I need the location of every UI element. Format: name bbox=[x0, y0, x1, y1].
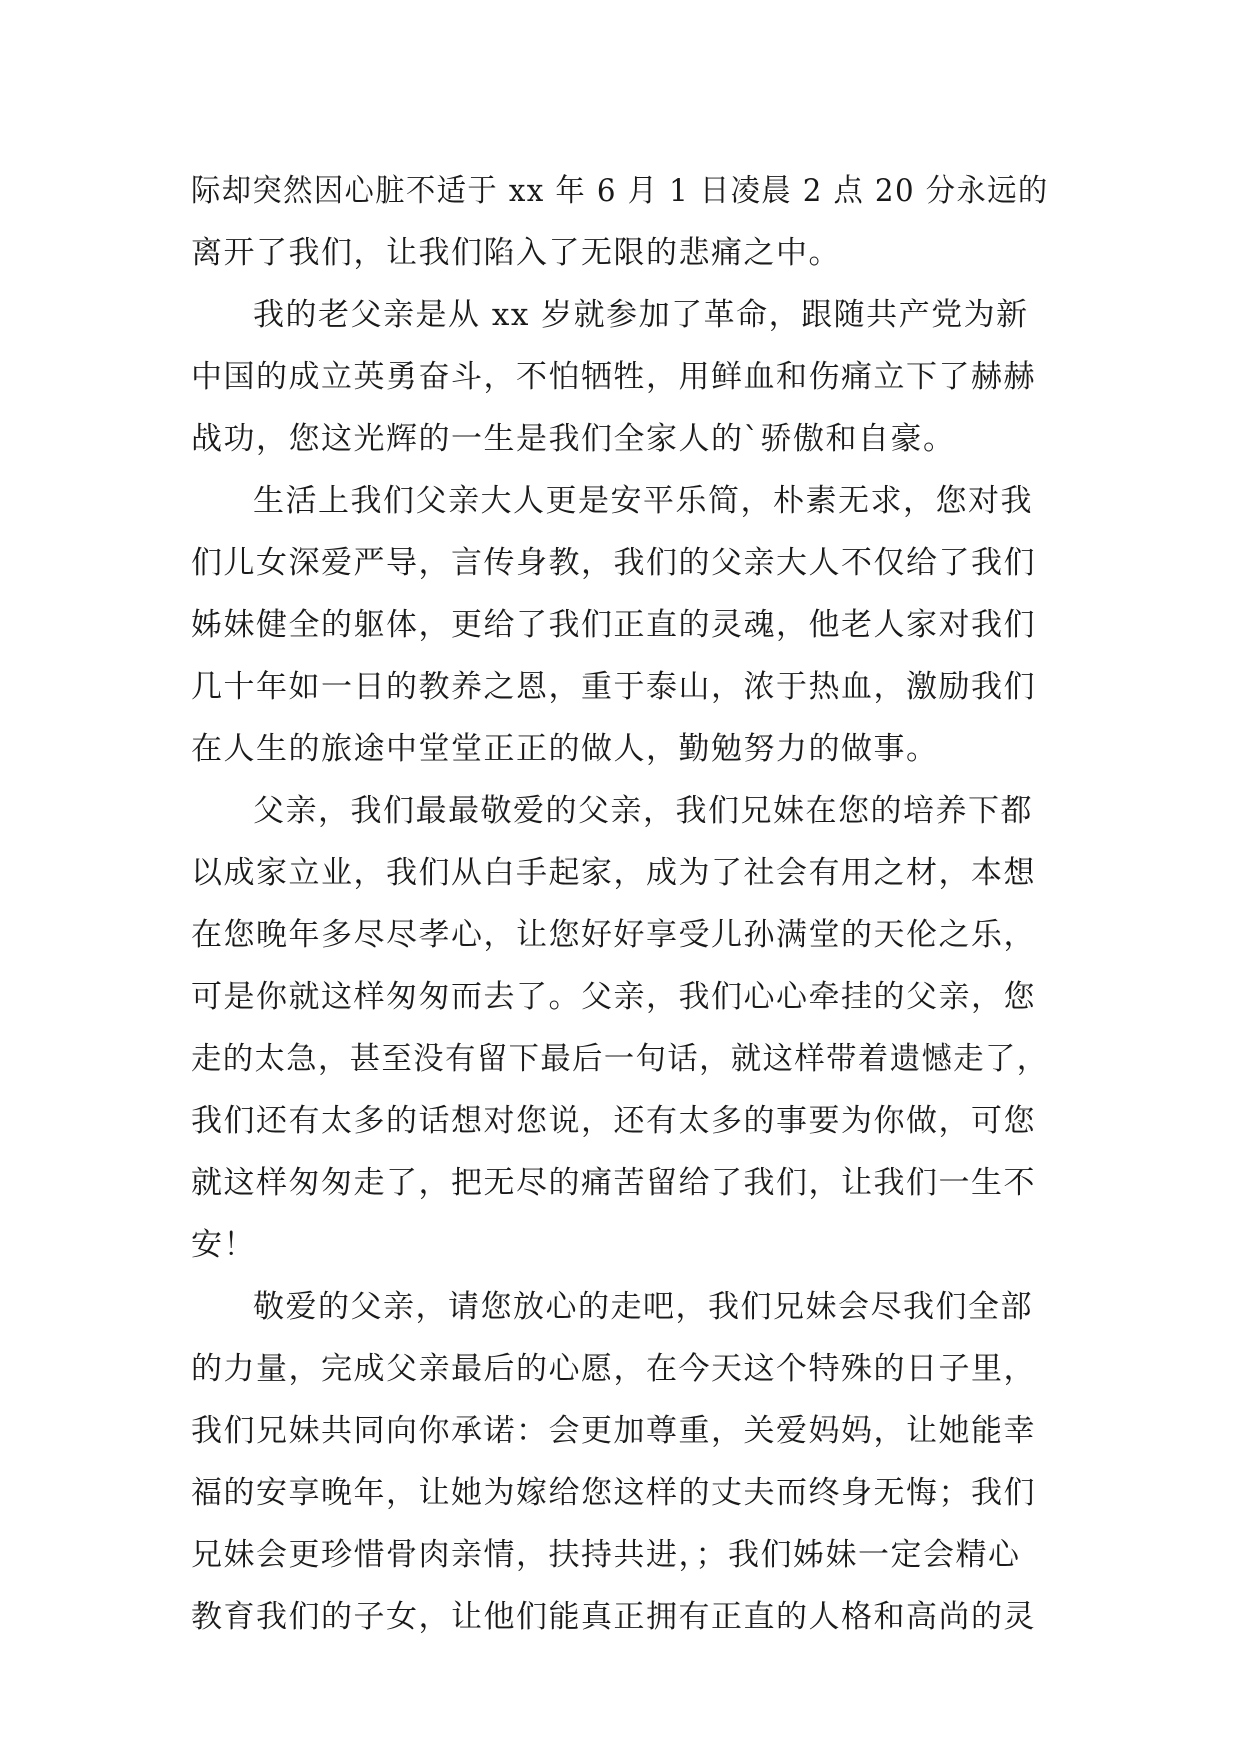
text-line: 离开了我们，让我们陷入了无限的悲痛之中。 bbox=[191, 235, 841, 271]
text-line: 就这样匆匆走了，把无尽的痛苦留给了我们，让我们一生不 bbox=[191, 1165, 1036, 1201]
text-line: 中国的成立英勇奋斗，不怕牺牲，用鲜血和伤痛立下了赫赫 bbox=[191, 359, 1036, 395]
text-line: 教育我们的子女，让他们能真正拥有正直的人格和高尚的灵 bbox=[191, 1599, 1036, 1635]
paragraph-2 bbox=[191, 284, 1049, 470]
text-line: 生活上我们父亲大人更是安平乐简，朴素无求，您对我 bbox=[253, 483, 1033, 519]
text-line: 兄妹会更珍惜骨肉亲情，扶持共进，；我们姊妹一定会精心 bbox=[191, 1537, 1021, 1573]
paragraph-3 bbox=[191, 470, 1049, 780]
text-line: 我们还有太多的话想对您说，还有太多的事要为你做，可您 bbox=[191, 1103, 1036, 1139]
text-line: 安！ bbox=[191, 1227, 256, 1263]
text-line: 们儿女深爱严导，言传身教，我们的父亲大人不仅给了我们 bbox=[191, 545, 1036, 581]
text-line: 敬爱的父亲，请您放心的走吧，我们兄妹会尽我们全部 bbox=[253, 1289, 1033, 1325]
text-line: 姊妹健全的躯体，更给了我们正直的灵魂，他老人家对我们 bbox=[191, 607, 1036, 643]
text-line: 我们兄妹共同向你承诺：会更加尊重，关爱妈妈，让她能幸 bbox=[191, 1413, 1036, 1449]
text-line: 以成家立业，我们从白手起家，成为了社会有用之材，本想 bbox=[191, 855, 1036, 891]
text-line: 父亲，我们最最敬爱的父亲，我们兄妹在您的培养下都 bbox=[253, 793, 1033, 829]
document-page bbox=[191, 160, 1049, 1648]
text-line: 走的太急，甚至没有留下最后一句话，就这样带着遗憾走了， bbox=[191, 1041, 1049, 1077]
text-line: 际却突然因心脏不适于 xx 年 6 月 1 日凌晨 2 点 20 分永远的 bbox=[191, 173, 1049, 209]
text-line: 几十年如一日的教养之恩，重于泰山，浓于热血，激励我们 bbox=[191, 669, 1036, 705]
text-line: 在人生的旅途中堂堂正正的做人，勤勉努力的做事。 bbox=[191, 731, 939, 767]
paragraph-4 bbox=[191, 780, 1049, 1276]
text-line: 福的安享晚年，让她为嫁给您这样的丈夫而终身无悔；我们 bbox=[191, 1475, 1036, 1511]
text-line: 可是你就这样匆匆而去了。父亲，我们心心牵挂的父亲，您 bbox=[191, 979, 1036, 1015]
paragraph-5 bbox=[191, 1276, 1049, 1648]
text-line: 我的老父亲是从 xx 岁就参加了革命，跟随共产党为新 bbox=[253, 297, 1029, 333]
text-line: 战功，您这光辉的一生是我们全家人的`骄傲和自豪。 bbox=[191, 421, 956, 457]
text-line: 在您晚年多尽尽孝心，让您好好享受儿孙满堂的天伦之乐， bbox=[191, 917, 1036, 953]
text-line: 的力量，完成父亲最后的心愿，在今天这个特殊的日子里， bbox=[191, 1351, 1036, 1387]
paragraph-1 bbox=[191, 160, 1049, 284]
